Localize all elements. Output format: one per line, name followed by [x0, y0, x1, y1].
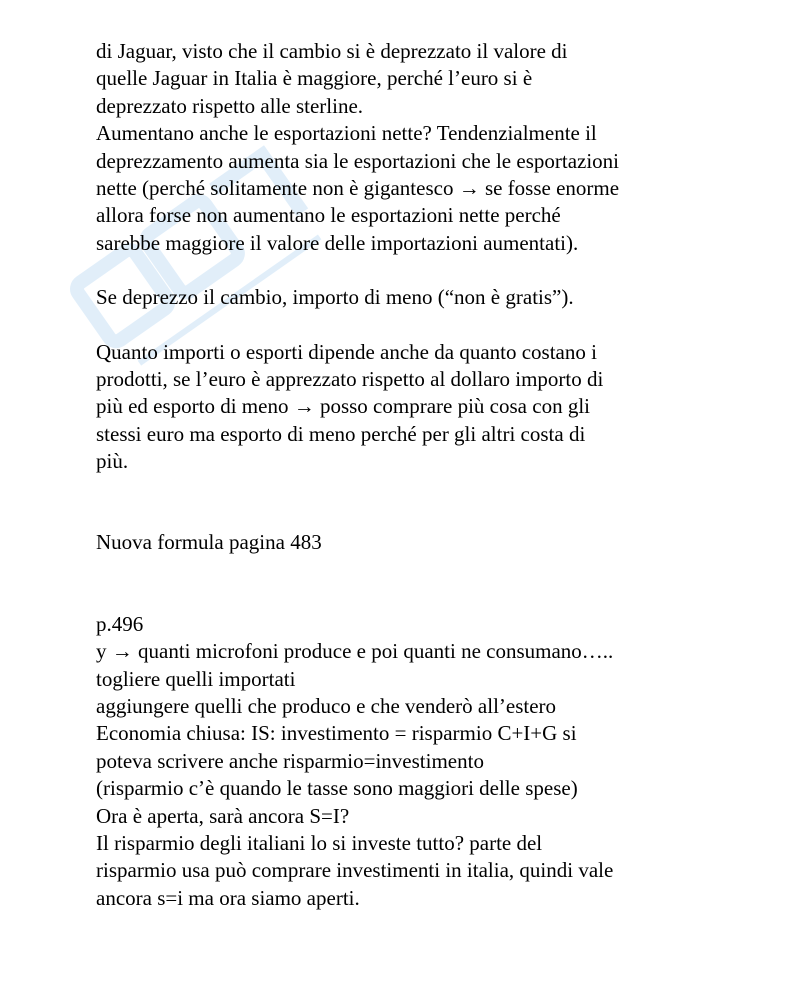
text-line: sarebbe maggiore il valore delle importazioni aumentati).	[96, 230, 579, 255]
document-body	[96, 38, 756, 912]
paragraph-5	[96, 611, 756, 912]
text-line: prodotti, se l’euro è apprezzato rispetto al dollaro importo di	[96, 366, 604, 391]
text-line: Ora è aperta, sarà ancora S=I?	[96, 803, 350, 828]
text-line: risparmio usa può comprare investimenti in italia, quindi vale	[96, 858, 614, 883]
text-line: y → quanti microfoni produce e poi quanti ne consumano…..	[96, 639, 614, 664]
text-line: deprezzato rispetto alle sterline.	[96, 93, 364, 118]
text-line: Il risparmio degli italiani lo si investe tutto? parte del	[96, 830, 543, 855]
text-line: Nuova formula pagina 483	[96, 530, 322, 555]
text-line: di Jaguar, visto che il cambio si è deprezzato il valore di	[96, 39, 568, 63]
text-line: poteva scrivere anche risparmio=investimento	[96, 748, 484, 773]
text-line: più ed esporto di meno → posso comprare più cosa con gli	[96, 394, 590, 419]
paragraph-3	[96, 339, 756, 476]
text-line: allora forse non aumentano le esportazioni nette perché	[96, 203, 561, 228]
paragraph-2	[96, 284, 756, 311]
text-line: Aumentano anche le esportazioni nette? Tendenzialmente il	[96, 121, 597, 146]
text-line: p.496	[96, 611, 144, 636]
paragraph-1	[96, 38, 756, 257]
text-line: Quanto importi o esporti dipende anche da quanto costano i	[96, 339, 597, 364]
text-line: deprezzamento aumenta sia le esportazioni che le esportazioni	[96, 148, 620, 173]
text-line: stessi euro ma esporto di meno perché per gli altri costa di	[96, 421, 586, 446]
text-line: togliere quelli importati	[96, 666, 296, 691]
text-line: aggiungere quelli che produco e che venderò all’estero	[96, 694, 557, 719]
text-line: quelle Jaguar in Italia è maggiore, perché l’euro si è	[96, 66, 533, 91]
text-line: (risparmio c’è quando le tasse sono maggiori delle spese)	[96, 776, 578, 801]
text-line: Economia chiusa: IS: investimento = risparmio C+I+G si	[96, 721, 577, 746]
text-line: nette (perché solitamente non è gigantesco → se fosse enorme	[96, 175, 620, 200]
text-line: più.	[96, 449, 129, 474]
text-line: Se deprezzo il cambio, importo di meno (“non è gratis”).	[96, 285, 574, 310]
text-line: ancora s=i ma ora siamo aperti.	[96, 885, 360, 910]
paragraph-4	[96, 529, 756, 556]
